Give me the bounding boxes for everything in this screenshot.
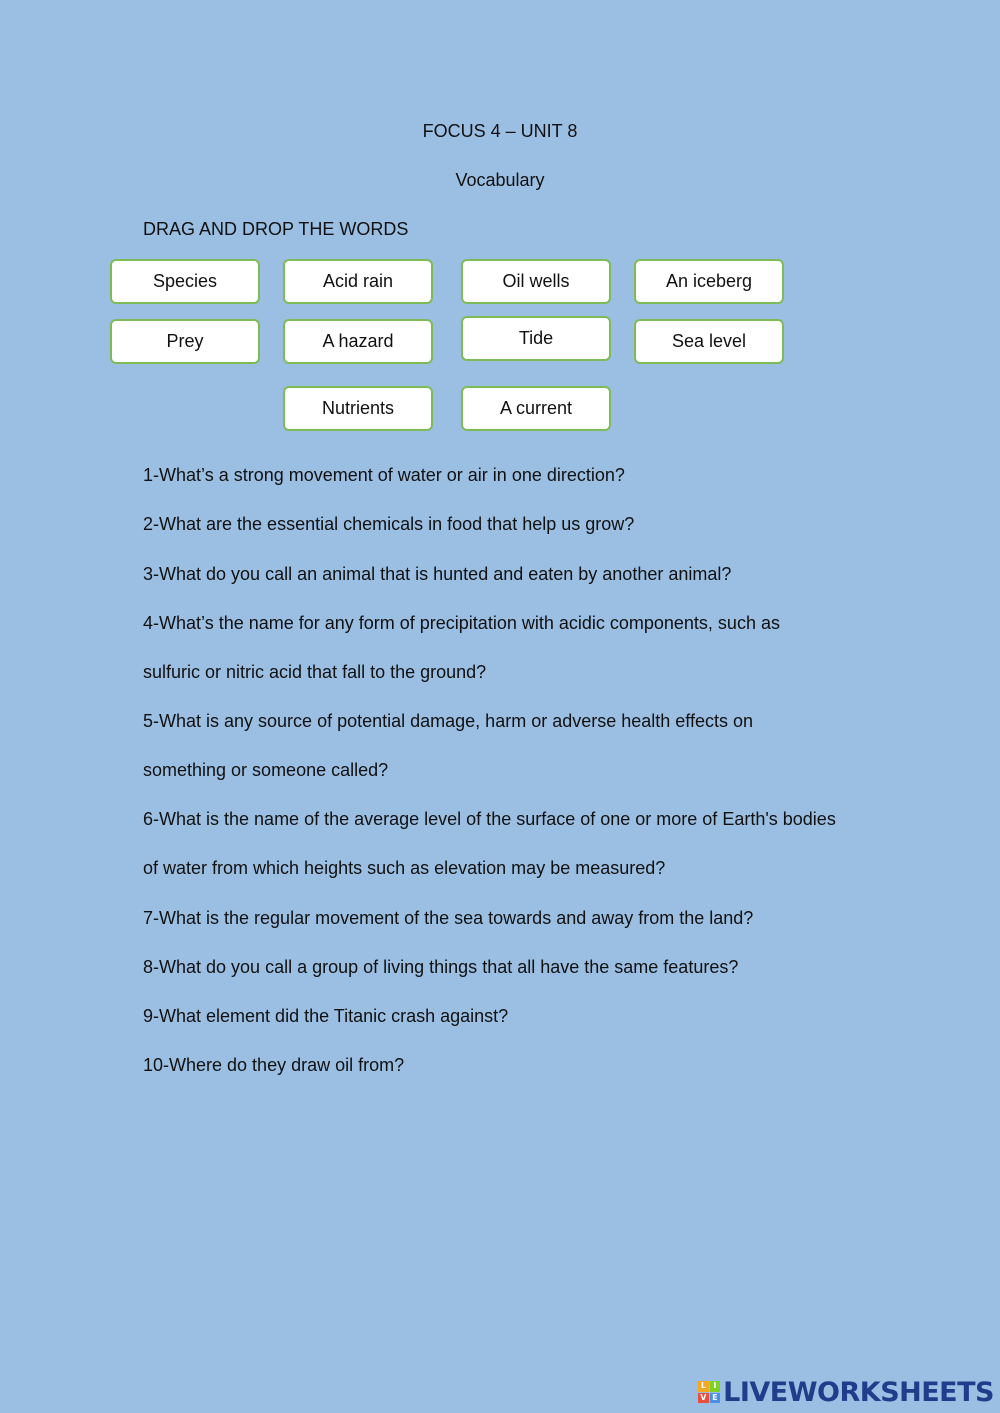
word-an-iceberg[interactable]: An iceberg (634, 259, 784, 304)
logo-letter: L (698, 1381, 709, 1392)
question-line: 5-What is any source of potential damage, harm or adverse health effects on (143, 711, 754, 731)
liveworksheets-logo[interactable] (698, 1377, 994, 1407)
liveworksheets-logo-icon (698, 1381, 720, 1403)
question-line: 8-What do you call a group of living things that all have the same features? (143, 957, 739, 977)
logo-letter: I (710, 1381, 721, 1392)
word-a-hazard[interactable]: A hazard (283, 319, 433, 364)
instructions-text: DRAG AND DROP THE WORDS (143, 219, 409, 239)
word-prey[interactable]: Prey (110, 319, 260, 364)
question-line: 2-What are the essential chemicals in food that help us grow? (143, 514, 635, 534)
word-oil-wells[interactable]: Oil wells (461, 259, 611, 304)
logo-text: LIVEWORKSHEETS (723, 1376, 994, 1408)
word-a-current[interactable]: A current (461, 386, 611, 431)
question-line: 6-What is the name of the average level of the surface of one or more of Earth's bodies (143, 809, 836, 829)
page-subtitle: Vocabulary (455, 170, 545, 190)
logo-letter: E (710, 1393, 721, 1404)
word-nutrients[interactable]: Nutrients (283, 386, 433, 431)
word-species[interactable]: Species (110, 259, 260, 304)
word-sea-level[interactable]: Sea level (634, 319, 784, 364)
question-line: 1-What’s a strong movement of water or air in one direction? (143, 465, 625, 485)
page-title: FOCUS 4 – UNIT 8 (422, 121, 578, 141)
word-acid-rain[interactable]: Acid rain (283, 259, 433, 304)
logo-letter: V (698, 1393, 709, 1404)
question-line: something or someone called? (143, 760, 389, 780)
word-tide[interactable]: Tide (461, 316, 611, 361)
question-line: sulfuric or nitric acid that fall to the ground? (143, 662, 487, 682)
question-line: 10-Where do they draw oil from? (143, 1055, 405, 1075)
question-line: of water from which heights such as elevation may be measured? (143, 858, 666, 878)
question-line: 3-What do you call an animal that is hunted and eaten by another animal? (143, 564, 732, 584)
question-line: 4-What’s the name for any form of precipitation with acidic components, such as (143, 613, 780, 633)
question-line: 9-What element did the Titanic crash against? (143, 1006, 509, 1026)
question-line: 7-What is the regular movement of the sea towards and away from the land? (143, 908, 754, 928)
